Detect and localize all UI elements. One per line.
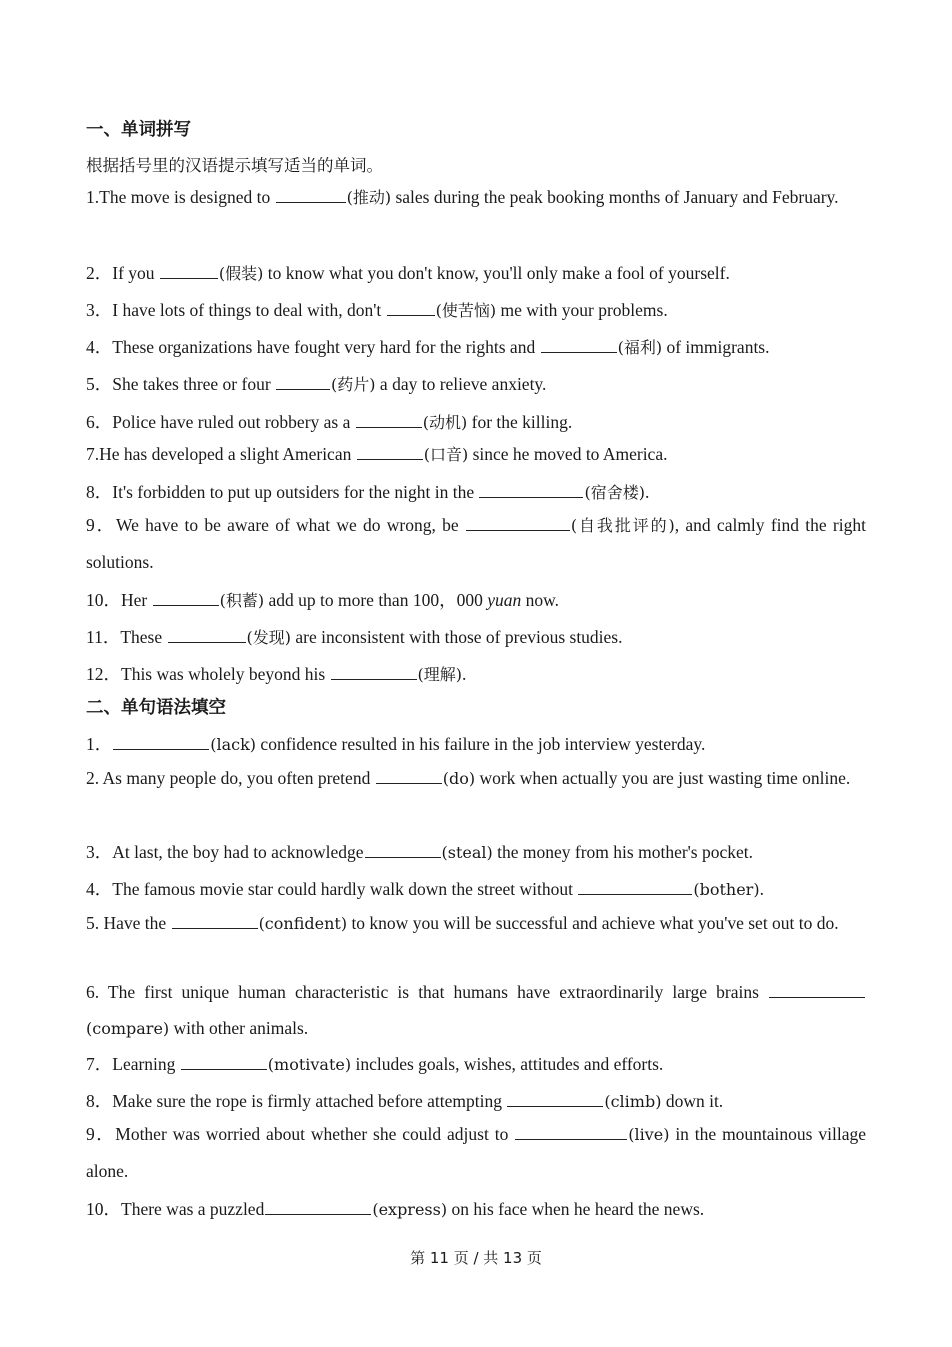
question-text-continued: in the mountainous village alone.	[86, 1124, 866, 1181]
question-text: 5. Have the	[86, 913, 171, 933]
question-text-continued: since he moved to America.	[468, 444, 668, 464]
question-text: 10．There was a puzzled	[86, 1199, 265, 1219]
question-text-continued: the money from his mother's pocket.	[492, 842, 754, 862]
question-text-continued: for the killing.	[467, 412, 573, 432]
word-hint: (climb)	[604, 1092, 662, 1111]
word-hint: (药片)	[331, 375, 376, 394]
grammar-question-1	[86, 731, 866, 756]
question-text-continued: of immigrants.	[662, 337, 770, 357]
question-text-continued: .	[759, 879, 764, 899]
question-text: 12．This was wholely beyond his	[86, 664, 330, 684]
answer-blank[interactable]	[578, 880, 692, 895]
question-text: 1．	[86, 734, 113, 754]
grammar-question-5	[86, 905, 866, 942]
question-text-continued: to know you will be successful and achieve what you've set out to do.	[347, 913, 839, 933]
question-text-continued: to know what you don't know, you'll only make a fool of yourself.	[263, 263, 730, 283]
question-text-continued: confidence resulted in his failure in the job interview yesterday.	[256, 734, 706, 754]
answer-blank[interactable]	[160, 264, 218, 279]
question-text: 8．Make sure the rope is firmly attached before attempting	[86, 1091, 507, 1111]
spelling-question-5	[86, 371, 866, 396]
answer-blank[interactable]	[172, 914, 258, 929]
grammar-question-4	[86, 876, 866, 901]
spelling-question-7	[86, 442, 866, 465]
word-hint: (motivate)	[267, 1055, 352, 1074]
spelling-question-1	[86, 179, 866, 216]
word-hint: (使苦恼)	[435, 301, 497, 320]
word-hint: (宿舍楼)	[584, 483, 645, 502]
question-text: 8．It's forbidden to put up outsiders for the night in the	[86, 482, 479, 502]
word-hint: (do)	[442, 769, 476, 788]
word-hint: (bother)	[693, 880, 760, 899]
spelling-question-4	[86, 334, 866, 359]
italic-word: yuan	[487, 590, 522, 610]
grammar-question-8	[86, 1088, 866, 1113]
word-hint: (积蓄)	[219, 591, 265, 610]
word-hint: (express)	[372, 1200, 448, 1219]
word-hint: (推动)	[346, 188, 392, 207]
spelling-question-6	[86, 409, 866, 434]
question-text-continued: add up to more than 100，000	[264, 590, 488, 610]
grammar-question-3	[86, 839, 866, 864]
grammar-question-10	[86, 1196, 866, 1221]
spelling-question-12	[86, 661, 866, 686]
word-hint: (口音)	[423, 445, 469, 464]
word-hint: (steal)	[441, 843, 493, 862]
answer-blank[interactable]	[113, 735, 209, 750]
spelling-question-8	[86, 479, 866, 504]
answer-blank[interactable]	[541, 338, 617, 353]
question-text: 9．We have to be aware of what we do wrong, be	[86, 515, 465, 535]
answer-blank[interactable]	[769, 983, 865, 998]
question-text: 2. As many people do, you often pretend	[86, 768, 375, 788]
question-text: 7．Learning	[86, 1054, 180, 1074]
question-text: 4．The famous movie star could hardly walk down the street without	[86, 879, 578, 899]
spelling-question-3	[86, 297, 866, 322]
word-hint: (福利)	[617, 338, 663, 357]
answer-blank[interactable]	[276, 375, 330, 390]
word-hint: (confident)	[258, 914, 348, 933]
answer-blank[interactable]	[357, 445, 423, 460]
word-hint: (compare)	[86, 1019, 170, 1038]
grammar-question-9	[86, 1116, 866, 1189]
answer-blank[interactable]	[276, 188, 346, 203]
answer-blank[interactable]	[387, 301, 435, 316]
question-text-continued: a day to relieve anxiety.	[375, 374, 547, 394]
word-hint: (live)	[628, 1125, 670, 1144]
question-text: 1.The move is designed to	[86, 187, 275, 207]
grammar-question-7	[86, 1051, 866, 1076]
answer-blank[interactable]	[153, 591, 219, 606]
word-hint: (lack)	[210, 735, 257, 754]
answer-blank[interactable]	[365, 843, 441, 858]
question-text: 11．These	[86, 627, 167, 647]
question-text: 6．Police have ruled out robbery as a	[86, 412, 355, 432]
question-text-continued: .	[462, 664, 467, 684]
question-text-continued: .	[644, 482, 650, 502]
answer-blank[interactable]	[168, 628, 246, 643]
question-text-end: now.	[521, 590, 559, 610]
question-text-continued: includes goals, wishes, attitudes and efforts.	[351, 1054, 664, 1074]
question-text-continued: me with your problems.	[496, 300, 668, 320]
section1-instructions: 根据括号里的汉语提示填写适当的单词。	[86, 156, 383, 175]
question-text: 3．At last, the boy had to acknowledge	[86, 842, 364, 862]
grammar-question-2	[86, 760, 866, 797]
spelling-question-2	[86, 260, 866, 285]
question-text-continued: are inconsistent with those of previous studies.	[291, 627, 623, 647]
answer-blank[interactable]	[181, 1055, 267, 1070]
section1-title: 一、单词拼写	[86, 120, 191, 140]
question-text-continued: sales during the peak booking months of January and February.	[391, 187, 839, 207]
answer-blank[interactable]	[515, 1125, 627, 1140]
question-text: 9．Mother was worried about whether she could adjust to	[86, 1124, 515, 1144]
answer-blank[interactable]	[466, 516, 570, 531]
question-text: 6. The first unique human characteristic is that humans have extraordinarily large brains	[86, 982, 768, 1002]
question-text: 5．She takes three or four	[86, 374, 276, 394]
question-text-continued: on his face when he heard the news.	[447, 1199, 705, 1219]
spelling-question-11	[86, 624, 866, 649]
spelling-question-9	[86, 507, 866, 580]
page-footer: 第 11 页 / 共 13 页	[410, 1249, 542, 1267]
answer-blank[interactable]	[356, 413, 422, 428]
question-text: 10．Her	[86, 590, 152, 610]
question-text: 3．I have lots of things to deal with, don't	[86, 300, 386, 320]
answer-blank[interactable]	[331, 665, 417, 680]
question-text-continued: work when actually you are just wasting time online.	[475, 768, 851, 788]
question-text-continued: , and calmly find the right solutions.	[86, 515, 866, 572]
word-hint: (发现)	[246, 628, 292, 647]
section2-title: 二、单句语法填空	[86, 698, 226, 718]
word-hint: (理解)	[417, 665, 463, 684]
spelling-question-10	[86, 587, 866, 612]
answer-blank[interactable]	[265, 1200, 371, 1215]
question-text-continued: down it.	[661, 1091, 724, 1111]
question-text: 7.He has developed a slight American	[86, 444, 356, 464]
grammar-question-6	[86, 974, 866, 1047]
question-text: 4．These organizations have fought very hard for the rights and	[86, 337, 540, 357]
word-hint: (动机)	[422, 413, 468, 432]
word-hint: (自我批评的)	[570, 516, 675, 535]
answer-blank[interactable]	[479, 483, 583, 498]
word-hint: (假装)	[218, 264, 264, 283]
question-text-continued: with other animals.	[169, 1018, 309, 1038]
answer-blank[interactable]	[507, 1092, 603, 1107]
question-text: 2．If you	[86, 263, 159, 283]
answer-blank[interactable]	[376, 769, 442, 784]
